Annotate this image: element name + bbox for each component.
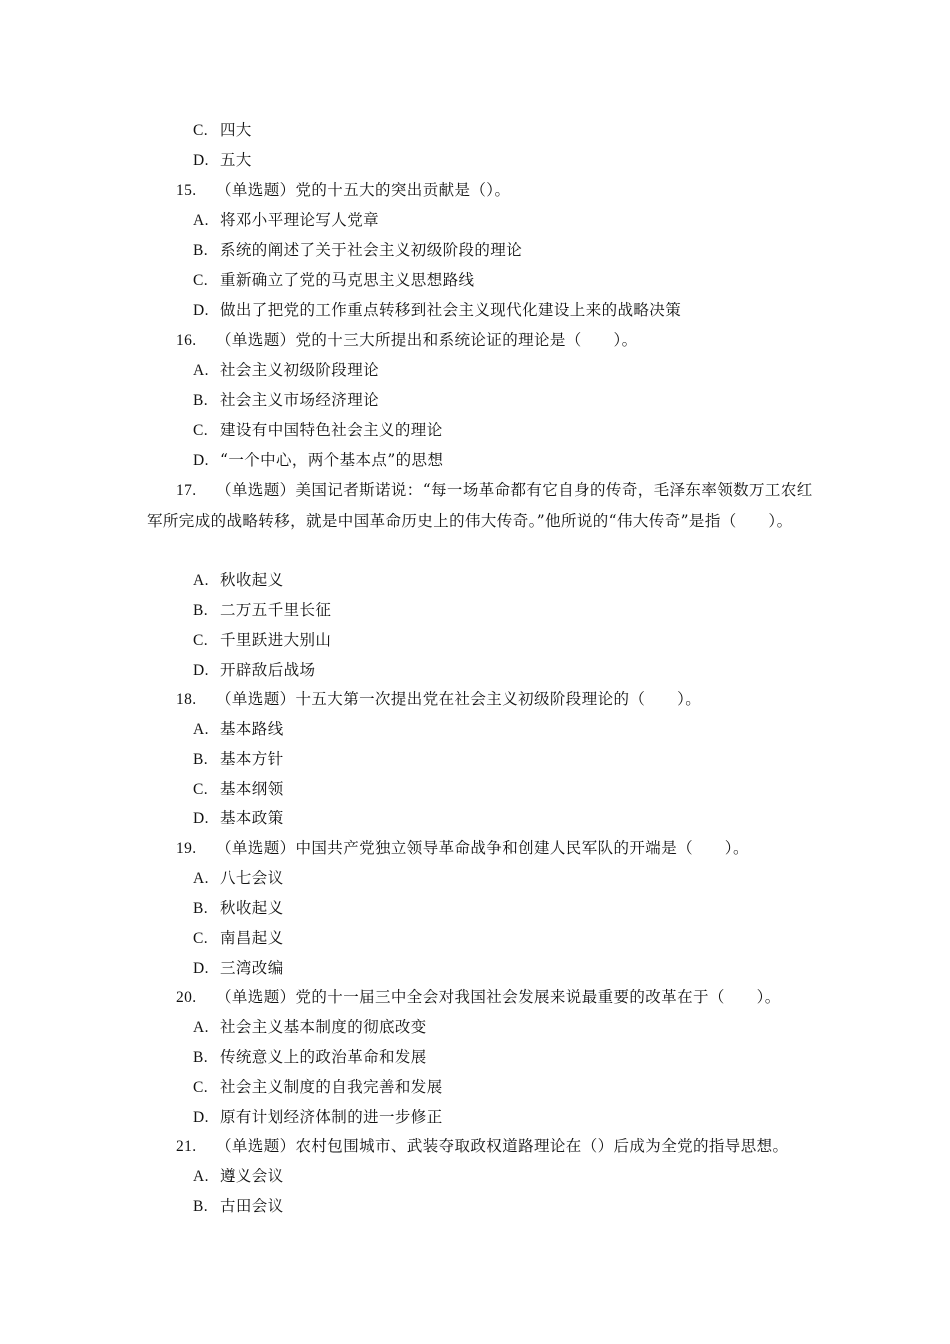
question-text: （单选题）中国共产党独立领导革命战争和创建人民军队的开端是（ ）。 bbox=[216, 839, 749, 857]
question-text: （单选题）党的十五大的突出贡献是（）。 bbox=[216, 181, 511, 199]
option-letter: C. bbox=[193, 122, 209, 139]
option-letter: D. bbox=[193, 810, 209, 827]
option-line bbox=[193, 240, 522, 261]
option-text: 三湾改编 bbox=[220, 959, 284, 977]
question-text: （单选题）党的十三大所提出和系统论证的理论是（ ）。 bbox=[216, 331, 638, 349]
option-line bbox=[193, 360, 379, 381]
question-number: 17. bbox=[176, 482, 197, 499]
option-letter: A. bbox=[193, 212, 209, 229]
option-letter: B. bbox=[193, 751, 209, 768]
option-text: 传统意义上的政治革命和发展 bbox=[220, 1048, 427, 1066]
question-text: （单选题）美国记者斯诺说：“每一场革命都有它自身的传奇，毛泽东率领数万工农红军所完成的战略转移，就是中国革命历史上的伟大传奇。”他所说的“伟大传奇”是指（ ）。 bbox=[147, 481, 813, 530]
option-letter: A. bbox=[193, 572, 209, 589]
option-line bbox=[193, 600, 331, 621]
option-text: “一个中心，两个基本点”的思想 bbox=[220, 451, 444, 469]
option-letter: C. bbox=[193, 1079, 209, 1096]
option-text: 原有计划经济体制的进一步修正 bbox=[220, 1108, 443, 1126]
option-line bbox=[193, 1196, 284, 1217]
option-line bbox=[193, 719, 284, 740]
option-text: 秋收起义 bbox=[220, 899, 284, 917]
option-letter: B. bbox=[193, 900, 209, 917]
option-letter: C. bbox=[193, 632, 209, 649]
question-stem bbox=[176, 180, 510, 201]
option-text: 五大 bbox=[220, 151, 252, 169]
option-line bbox=[193, 210, 379, 231]
option-line bbox=[193, 749, 284, 770]
question-number: 19. bbox=[176, 840, 197, 857]
option-line bbox=[193, 1077, 443, 1098]
option-line bbox=[193, 1047, 427, 1068]
option-letter: C. bbox=[193, 272, 209, 289]
option-text: 建设有中国特色社会主义的理论 bbox=[220, 421, 443, 439]
option-text: 系统的阐述了关于社会主义初级阶段的理论 bbox=[220, 241, 523, 259]
option-letter: D. bbox=[193, 1109, 209, 1126]
option-letter: C. bbox=[193, 422, 209, 439]
option-text: 二万五千里长征 bbox=[220, 601, 332, 619]
option-text: 基本方针 bbox=[220, 750, 284, 768]
option-letter: C. bbox=[193, 781, 209, 798]
option-text: 开辟敌后战场 bbox=[220, 661, 316, 679]
option-letter: D. bbox=[193, 452, 209, 469]
option-line bbox=[193, 420, 443, 441]
question-stem bbox=[176, 330, 638, 351]
option-letter: A. bbox=[193, 1019, 209, 1036]
question-text: （单选题）农村包围城市、武装夺取政权道路理论在（）后成为全党的指导思想。 bbox=[216, 1137, 789, 1155]
option-text: 社会主义初级阶段理论 bbox=[220, 361, 380, 379]
option-line bbox=[193, 958, 284, 979]
option-letter: B. bbox=[193, 242, 209, 259]
option-line bbox=[193, 808, 284, 829]
option-line bbox=[193, 1107, 443, 1128]
option-text: 秋收起义 bbox=[220, 571, 284, 589]
option-text: 南昌起义 bbox=[220, 929, 284, 947]
question-stem bbox=[176, 838, 749, 859]
option-line bbox=[193, 150, 252, 171]
question-number: 15. bbox=[176, 182, 197, 199]
option-line bbox=[193, 928, 284, 949]
option-letter: B. bbox=[193, 1049, 209, 1066]
option-line bbox=[193, 779, 284, 800]
option-letter: B. bbox=[193, 392, 209, 409]
option-text: 八七会议 bbox=[220, 869, 284, 887]
option-text: 古田会议 bbox=[220, 1197, 284, 1215]
question-number: 21. bbox=[176, 1138, 197, 1155]
question-text: （单选题）党的十一届三中全会对我国社会发展来说最重要的改革在于（ ）。 bbox=[216, 988, 781, 1006]
option-line bbox=[193, 1017, 427, 1038]
option-line bbox=[193, 390, 379, 411]
option-letter: A. bbox=[193, 721, 209, 738]
option-letter: B. bbox=[193, 1198, 209, 1215]
option-line bbox=[193, 570, 284, 591]
option-text: 遵义会议 bbox=[220, 1167, 284, 1185]
option-line bbox=[193, 868, 284, 889]
question-text: （单选题）十五大第一次提出党在社会主义初级阶段理论的（ ）。 bbox=[216, 690, 702, 708]
option-text: 重新确立了党的马克思主义思想路线 bbox=[220, 271, 475, 289]
option-text: 将邓小平理论写人党章 bbox=[220, 211, 380, 229]
option-text: 基本纲领 bbox=[220, 780, 284, 798]
option-text: 四大 bbox=[220, 121, 252, 139]
option-line bbox=[193, 300, 681, 321]
option-letter: D. bbox=[193, 152, 209, 169]
option-letter: D. bbox=[193, 662, 209, 679]
question-number: 16. bbox=[176, 332, 197, 349]
option-letter: A. bbox=[193, 362, 209, 379]
option-line bbox=[193, 660, 315, 681]
question-stem bbox=[147, 475, 827, 536]
option-line bbox=[193, 630, 331, 651]
option-letter: A. bbox=[193, 1168, 209, 1185]
question-number: 18. bbox=[176, 691, 197, 708]
option-text: 基本路线 bbox=[220, 720, 284, 738]
question-stem bbox=[176, 1136, 788, 1157]
option-text: 千里跃进大别山 bbox=[220, 631, 332, 649]
option-letter: B. bbox=[193, 602, 209, 619]
option-text: 做出了把党的工作重点转移到社会主义现代化建设上来的战略决策 bbox=[220, 301, 682, 319]
option-line bbox=[193, 450, 443, 471]
option-line bbox=[193, 898, 284, 919]
question-number: 20. bbox=[176, 989, 197, 1006]
option-text: 基本政策 bbox=[220, 809, 284, 827]
option-line bbox=[193, 120, 252, 141]
question-stem bbox=[176, 987, 781, 1008]
option-letter: D. bbox=[193, 960, 209, 977]
option-line bbox=[193, 1166, 284, 1187]
question-stem bbox=[176, 689, 701, 710]
option-text: 社会主义市场经济理论 bbox=[220, 391, 380, 409]
option-letter: C. bbox=[193, 930, 209, 947]
option-text: 社会主义基本制度的彻底改变 bbox=[220, 1018, 427, 1036]
option-line bbox=[193, 270, 474, 291]
option-text: 社会主义制度的自我完善和发展 bbox=[220, 1078, 443, 1096]
option-letter: A. bbox=[193, 870, 209, 887]
option-letter: D. bbox=[193, 302, 209, 319]
